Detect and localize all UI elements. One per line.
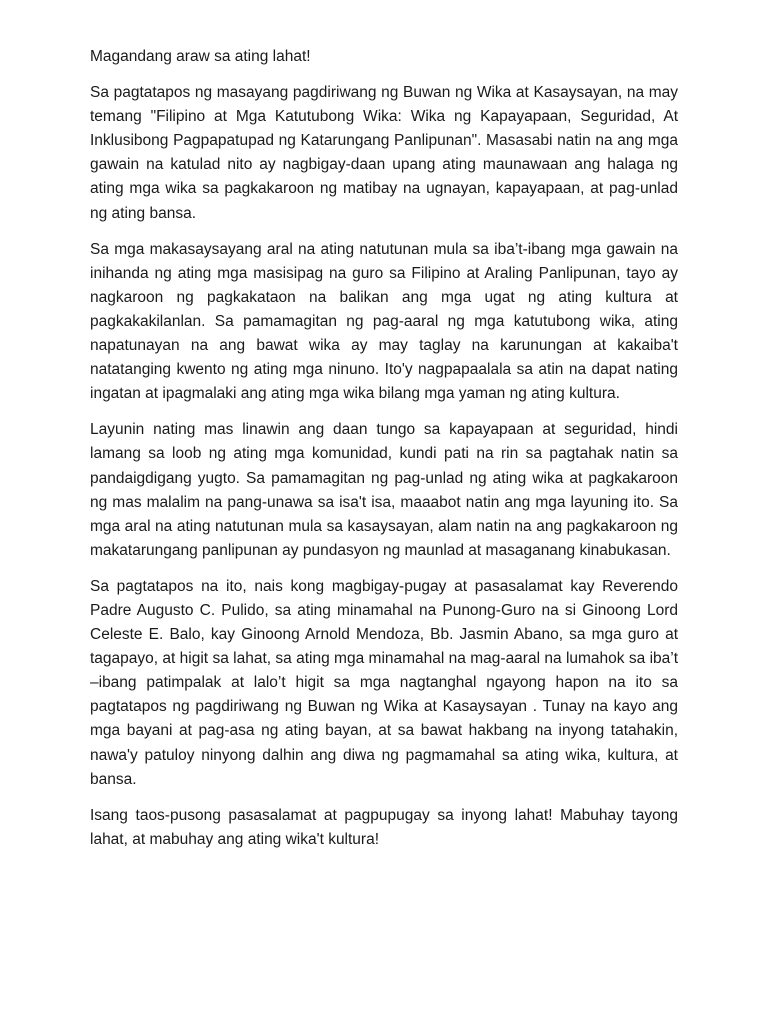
paragraph-closing: Isang taos-pusong pasasalamat at pagpupugay sa inyong lahat! Mabuhay tayong lahat, at mabuhay ang ating wika't kultura! — [90, 806, 678, 848]
paragraph-intro: Sa pagtatapos ng masayang pagdiriwang ng Buwan ng Wika at Kasaysayan, na may temang "Filipino at Mga Katutubong Wika: Wika ng Kapayapaan, Seguridad, At Inklusibong Pagpapatupad ng Katarungang Panlipunan". Masasabi natin na ang mga gawain na katulad nito ay nagbigay-daan upang ating maunawaan ang halaga ng ating mga wika sa pagkakaroon ng matibay na ugnayan, kapayapaan, at pag-unlad ng ating bansa. — [90, 84, 678, 222]
paragraph-lessons: Sa mga makasaysayang aral na ating natutunan mula sa iba’t-ibang mga gawain na inihanda ng ating mga masisipag na guro sa Filipino at Araling Panlipunan, tayo ay nagkaroon ng pagkakataon na balikan ang mga ugat ng ating kultura at pagkakakilanlan. Sa pamamagitan ng pag-aaral ng mga katutubong wika, ating napatunayan na ang bawat wika ay may taglay na karunungan at kakaiba't natatanging kwento ng ating mga ninuno. Ito'y nagpapaalala sa atin na dapat nating ingatan at ipagmalaki ang ating mga wika bilang mga yaman ng ating kultura. — [90, 240, 678, 403]
paragraph-goals: Layunin nating mas linawin ang daan tungo sa kapayapaan at seguridad, hindi lamang sa loob ng ating mga komunidad, kundi pati na rin sa pagtahak natin sa pandaigdigang yugto. Sa pamamagitan ng pag-unlad ng ating wika at pagkakaroon ng mas malalim na pang-unawa sa isa't isa, maaabot natin ang mga layuning ito. Sa mga aral na ating natutunan mula sa kasaysayan, alam natin na ang pagkakaroon ng makatarungang panlipunan ay pundasyon ng maunlad at masaganang kinabukasan. — [90, 421, 678, 559]
greeting-line: Magandang araw sa ating lahat! — [90, 48, 311, 65]
paragraph-acknowledgements: Sa pagtatapos na ito, nais kong magbigay-pugay at pasasalamat kay Reverendo Padre Augusto C. Pulido, sa ating minamahal na Punong-Guro na si Ginoong Lord Celeste E. Balo, kay Ginoong Arnold Mendoza, Bb. Jasmin Abano, sa mga guro at tagapayo, at higit sa lahat, sa ating mga minamahal na mag-aaral na lumahok sa iba’t –ibang patimpalak at lalo’t higit sa mga nagtanghal ngayong hapon na ito sa pagtatapos ng pagdiriwang ng Buwan ng Wika at Kasaysayan . Tunay na kayo ang mga bayani at pag-asa ng ating bayan, at sa bawat hakbang na inyong tatahakin, nawa'y patuloy ninyong dalhin ang diwa ng pagmamahal sa ating wika, kultura, at bansa. — [90, 577, 678, 788]
